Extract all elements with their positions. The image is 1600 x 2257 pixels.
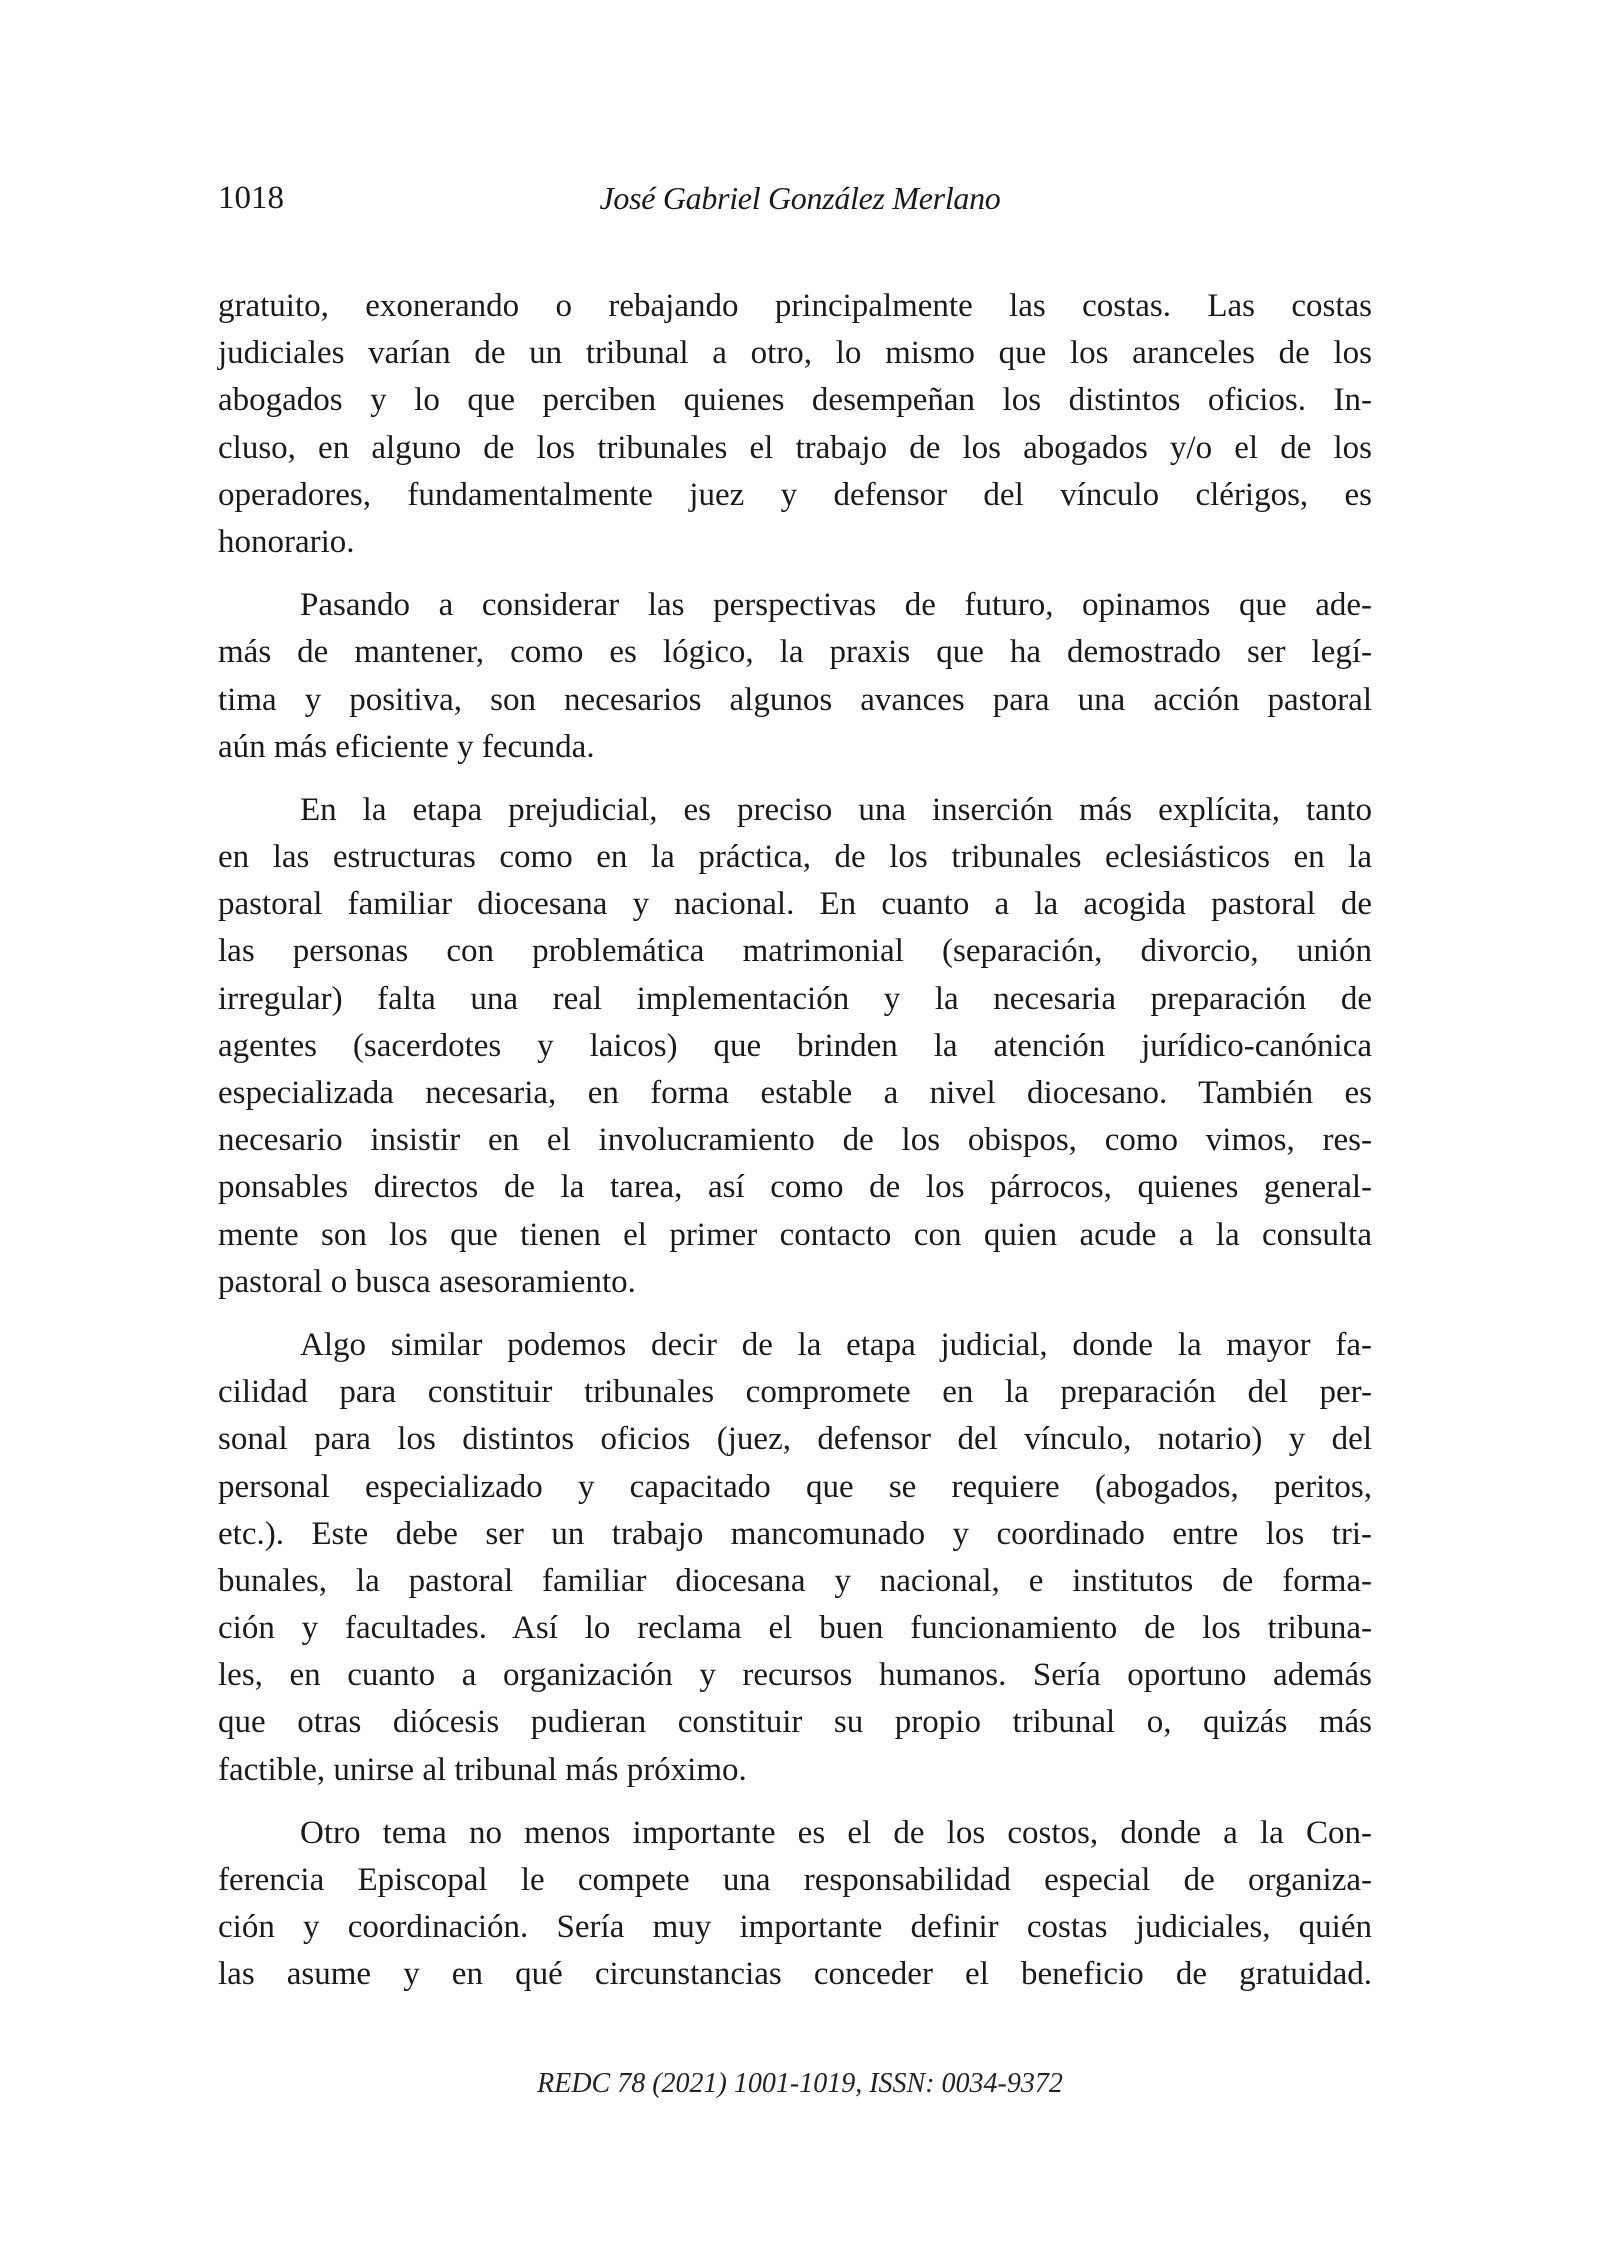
text-line: que otras diócesis pudieran constituir su propio tribunal o, quizás más [218,1704,1372,1741]
paragraph [218,283,1372,566]
text-line: abogados y lo que perciben quienes desempeñan los distintos oficios. In- [218,382,1372,419]
text-line: factible, unirse al tribunal más próximo. [218,1751,747,1788]
text-line: en las estructuras como en la práctica, de los tribunales eclesiásticos en la [218,839,1372,876]
text-line: les, en cuanto a organización y recursos humanos. Sería oportuno además [218,1657,1372,1694]
text-line: pastoral familiar diocesana y nacional. En cuanto a la acogida pastoral de [218,886,1372,923]
text-line: especializada necesaria, en forma estable a nivel diocesano. También es [218,1075,1372,1111]
body-text [218,283,1372,2015]
text-line: irregular) falta una real implementación y la necesaria preparación de [218,980,1372,1017]
text-line: las asume y en qué circunstancias conceder el beneficio de gratuidad. [218,1956,1372,1993]
text-line: sonal para los distintos oficios (juez, defensor del vínculo, notario) y del [218,1421,1372,1458]
text-line: ción y facultades. Así lo reclama el buen funcionamiento de los tribuna- [218,1610,1372,1647]
text-line: mente son los que tienen el primer contacto con quien acude a la consulta [218,1216,1372,1253]
text-line: ponsables directos de la tarea, así como de los párrocos, quienes general- [218,1169,1372,1206]
running-head-author: José Gabriel González Merlano [599,180,1001,216]
text-line: bunales, la pastoral familiar diocesana y nacional, e institutos de forma- [218,1562,1372,1599]
text-line: honorario. [218,523,355,560]
text-line: agentes (sacerdotes y laicos) que brinden la atención jurídico-canónica [218,1027,1372,1064]
text-line: pastoral o busca asesoramiento. [218,1263,636,1300]
text-line: aún más eficiente y fecunda. [218,728,595,765]
text-line: judiciales varían de un tribunal a otro, lo mismo que los aranceles de los [218,335,1372,372]
text-line: cilidad para constituir tribunales compromete en la preparación del per- [218,1374,1372,1411]
page-number: 1018 [218,180,284,216]
paragraph [218,1322,1372,1794]
text-line: Pasando a considerar las perspectivas de futuro, opinamos que ade- [300,587,1372,624]
text-line: En la etapa prejudicial, es preciso una inserción más explícita, tanto [300,791,1372,828]
text-line: ferencia Episcopal le compete una responsabilidad especial de organiza- [218,1862,1372,1898]
text-line: Algo similar podemos decir de la etapa judicial, donde la mayor fa- [300,1326,1372,1363]
text-line: Otro tema no menos importante es el de los costos, donde a la Con- [300,1814,1372,1851]
text-line: personal especializado y capacitado que se requiere (abogados, peritos, [218,1468,1372,1505]
text-line: necesario insistir en el involucramiento de los obispos, como vimos, res- [218,1122,1372,1159]
text-line: tima y positiva, son necesarios algunos avances para una acción pastoral [218,681,1372,718]
text-line: las personas con problemática matrimonial (separación, divorcio, unión [218,933,1372,970]
text-line: etc.). Este debe ser un trabajo mancomunado y coordinado entre los tri- [218,1515,1372,1552]
text-line: operadores, fundamentalmente juez y defensor del vínculo clérigos, es [218,476,1372,513]
footer-citation: REDC 78 (2021) 1001-1019, ISSN: 0034-9372 [537,2068,1063,2099]
paragraph [218,1810,1372,1999]
text-line: más de mantener, como es lógico, la praxis que ha demostrado ser legí- [218,634,1372,671]
paragraph [218,582,1372,771]
text-line: cluso, en alguno de los tribunales el trabajo de los abogados y/o el de los [218,429,1372,466]
text-line: gratuito, exonerando o rebajando principalmente las costas. Las costas [218,288,1372,324]
text-line: ción y coordinación. Sería muy importante definir costas judiciales, quién [218,1909,1372,1946]
paragraph [218,787,1372,1306]
